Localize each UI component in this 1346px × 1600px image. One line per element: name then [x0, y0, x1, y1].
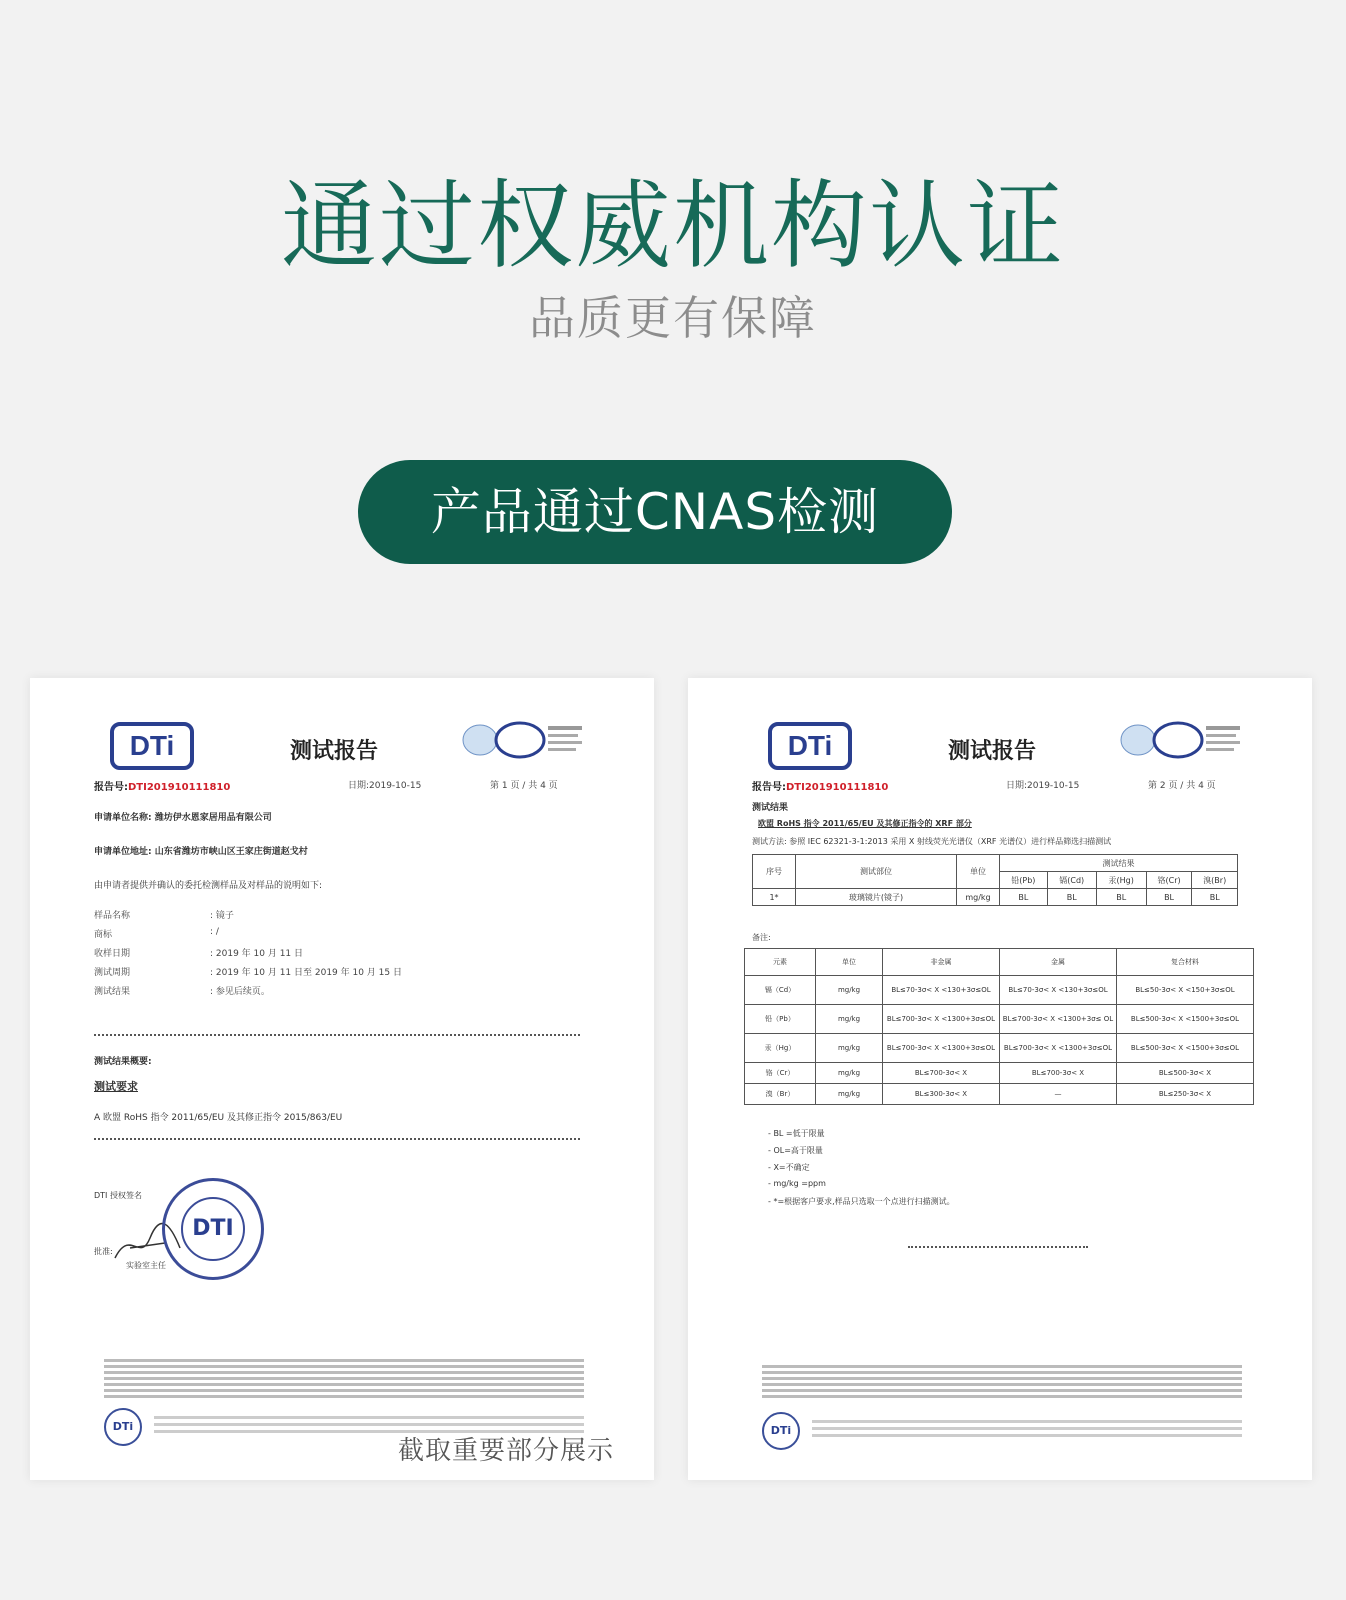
legend-item: - X=不确定: [768, 1163, 810, 1172]
page-headline: 通过权威机构认证: [281, 170, 1065, 282]
field-label: 商标: [94, 930, 113, 940]
table-cell: BL≤700-3σ< X: [883, 1063, 1000, 1084]
field-label: 收样日期: [94, 949, 131, 959]
cnas-accreditation-logo: [1118, 718, 1248, 762]
table-cell: BL≤700-3σ< X <1300+3σ≤ OL: [1000, 1005, 1117, 1034]
table-cell: 玻璃镜片(镜子): [796, 889, 957, 906]
table-cell: BL≤250-3σ< X: [1117, 1084, 1254, 1105]
table-header: 溴(Br): [1192, 872, 1238, 889]
table-row: [753, 889, 1238, 906]
table-row: [745, 1063, 1254, 1084]
field-value: : 参见后续页。: [210, 987, 270, 997]
legend-item: - BL =低于限量: [768, 1129, 825, 1138]
cnas-badge: 产品通过CNAS检测: [358, 460, 952, 564]
table-cell: mg/kg: [816, 1084, 883, 1105]
caption-excerpt: 截取重要部分展示: [398, 1436, 615, 1466]
table-cell: 铬（Cr）: [745, 1063, 816, 1084]
table-cell: BL: [1192, 889, 1238, 906]
approver-label: 批准:: [94, 1247, 113, 1256]
approver-title: 实验室主任: [126, 1261, 166, 1270]
table-cell: BL≤70-3σ< X <130+3σ≤OL: [883, 976, 1000, 1005]
report-date: 日期:2019-10-15: [1006, 781, 1080, 791]
table-cell: BL≤50-3σ< X <150+3σ≤OL: [1117, 976, 1254, 1005]
table-cell: BL≤700-3σ< X <1300+3σ≤OL: [1000, 1034, 1117, 1063]
table-header: 单位: [816, 949, 883, 976]
table-header: 测试结果: [1000, 855, 1238, 872]
cnas-accreditation-logo: [460, 718, 590, 762]
report-title: 测试报告: [948, 739, 1037, 764]
footer-disclaimer: [104, 1356, 584, 1414]
footer-dti-seal: DTi: [104, 1408, 142, 1446]
test-report-page-2: [688, 678, 1312, 1480]
applicant-name: 申请单位名称: 潍坊伊水恩家居用品有限公司: [94, 813, 272, 823]
limits-table: [744, 948, 1254, 1105]
table-header: 测试部位: [796, 855, 957, 889]
footer-contact-info: [812, 1416, 1242, 1442]
table-cell: 镉（Cd）: [745, 976, 816, 1005]
divider: [94, 1138, 580, 1140]
table-row: [745, 1005, 1254, 1034]
table-cell: BL≤70-3σ< X <130+3σ≤OL: [1000, 976, 1117, 1005]
field-label: 样品名称: [94, 911, 131, 921]
table-cell: 铅（Pb）: [745, 1005, 816, 1034]
table-cell: 1*: [753, 889, 796, 906]
legend-item: - OL=高于限量: [768, 1146, 823, 1155]
applicant-address: 申请单位地址: 山东省潍坊市峡山区王家庄街道赵戈村: [94, 847, 308, 857]
requirement-heading: 测试要求: [94, 1080, 138, 1093]
signatory-label: DTI 授权签名: [94, 1191, 142, 1200]
table-header: 非金属: [883, 949, 1000, 976]
table-header: 复合材料: [1117, 949, 1254, 976]
test-report-page-1: [30, 678, 654, 1480]
table-cell: BL≤700-3σ< X: [1000, 1063, 1117, 1084]
report-number: 报告号:DTI201910111810: [752, 782, 889, 793]
standard-line: 欧盟 RoHS 指令 2011/65/EU 及其修正指令的 XRF 部分: [758, 819, 972, 828]
table-cell: mg/kg: [816, 1034, 883, 1063]
table-cell: BL≤300-3σ< X: [883, 1084, 1000, 1105]
table-row: [745, 1034, 1254, 1063]
table-cell: BL: [1047, 889, 1096, 906]
legend-item: - *=根据客户要求,样品只选取一个点进行扫描测试。: [768, 1197, 955, 1206]
table-header: 单位: [957, 855, 1000, 889]
footer-disclaimer: [762, 1362, 1242, 1420]
table-cell: BL: [1096, 889, 1146, 906]
field-value: : 2019 年 10 月 11 日至 2019 年 10 月 15 日: [210, 968, 402, 978]
table-cell: mg/kg: [957, 889, 1000, 906]
table-cell: BL: [1146, 889, 1192, 906]
notes-heading: 备注:: [752, 933, 771, 942]
page-number: 第 1 页 / 共 4 页: [490, 781, 558, 791]
requirement-text: A 欧盟 RoHS 指令 2011/65/EU 及其修正指令 2015/863/EU: [94, 1113, 343, 1123]
field-label: 测试周期: [94, 968, 131, 978]
table-cell: BL: [1000, 889, 1048, 906]
table-cell: 溴（Br）: [745, 1084, 816, 1105]
table-cell: 汞（Hg）: [745, 1034, 816, 1063]
table-header: 序号: [753, 855, 796, 889]
footer-dti-seal: DTi: [762, 1412, 800, 1450]
divider: [94, 1034, 580, 1036]
divider: [908, 1246, 1088, 1248]
table-cell: —: [1000, 1084, 1117, 1105]
dti-logo: DTi: [768, 722, 852, 770]
results-table: [752, 854, 1238, 906]
table-row: [745, 1084, 1254, 1105]
page-subheadline: 品质更有保障: [529, 291, 817, 345]
field-value: : /: [210, 927, 219, 937]
field-value: : 2019 年 10 月 11 日: [210, 949, 304, 959]
table-header: 镉(Cd): [1047, 872, 1096, 889]
table-header: 金属: [1000, 949, 1117, 976]
results-heading: 测试结果: [752, 803, 789, 813]
report-date: 日期:2019-10-15: [348, 781, 422, 791]
table-header: 元素: [745, 949, 816, 976]
report-title: 测试报告: [290, 739, 379, 764]
dti-logo: DTi: [110, 722, 194, 770]
table-cell: BL≤500-3σ< X: [1117, 1063, 1254, 1084]
table-cell: BL≤500-3σ< X <1500+3σ≤OL: [1117, 1005, 1254, 1034]
table-header: 汞(Hg): [1096, 872, 1146, 889]
table-cell: BL≤700-3σ< X <1300+3σ≤OL: [883, 1034, 1000, 1063]
field-label: 测试结果: [94, 987, 131, 997]
page-number: 第 2 页 / 共 4 页: [1148, 781, 1216, 791]
table-cell: mg/kg: [816, 1063, 883, 1084]
method-line: 测试方法: 参照 IEC 62321-3-1:2013 采用 X 射线荧光光谱仪（XRF 光谱仪）进行样品筛选扫描测试: [752, 837, 1112, 846]
legend-item: - mg/kg =ppm: [768, 1179, 826, 1188]
field-value: : 镜子: [210, 911, 234, 921]
table-row: [745, 976, 1254, 1005]
table-cell: mg/kg: [816, 1005, 883, 1034]
sample-intro: 由申请者提供并确认的委托检测样品及对样品的说明如下:: [94, 881, 323, 891]
summary-heading: 测试结果概要:: [94, 1057, 152, 1067]
dti-stamp-seal: DTI: [162, 1178, 264, 1280]
report-number: 报告号:DTI201910111810: [94, 782, 231, 793]
table-cell: mg/kg: [816, 976, 883, 1005]
table-cell: BL≤500-3σ< X <1500+3σ≤OL: [1117, 1034, 1254, 1063]
table-header: 铬(Cr): [1146, 872, 1192, 889]
table-cell: BL≤700-3σ< X <1300+3σ≤OL: [883, 1005, 1000, 1034]
table-header: 铅(Pb): [1000, 872, 1048, 889]
